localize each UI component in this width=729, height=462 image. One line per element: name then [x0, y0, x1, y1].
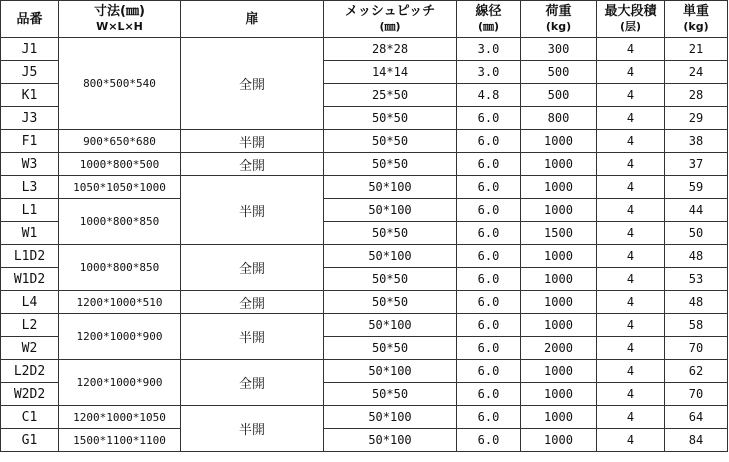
cell-wire: 6.0 [457, 429, 521, 452]
cell-mesh: 50*50 [324, 222, 457, 245]
cell-weight: 58 [665, 314, 728, 337]
cell-door: 半開 [181, 130, 324, 153]
table-row [1, 429, 728, 452]
cell-stack: 4 [597, 268, 665, 291]
cell-mesh: 50*100 [324, 314, 457, 337]
cell-wire: 4.8 [457, 84, 521, 107]
cell-dimensions: 1200*1000*1050 [59, 406, 181, 429]
cell-stack: 4 [597, 383, 665, 406]
cell-mesh: 50*100 [324, 176, 457, 199]
header-max-stack: 最大段積 (层) [597, 1, 665, 38]
table-row [1, 130, 728, 153]
cell-load: 1000 [521, 199, 597, 222]
cell-dimensions: 1000*800*850 [59, 199, 181, 245]
cell-mesh: 50*50 [324, 107, 457, 130]
cell-stack: 4 [597, 406, 665, 429]
cell-wire: 6.0 [457, 107, 521, 130]
cell-weight: 38 [665, 130, 728, 153]
cell-code: W2 [1, 337, 59, 360]
cell-weight: 21 [665, 38, 728, 61]
header-dimensions: 寸法(㎜) W×L×H [59, 1, 181, 38]
header-unit-weight: 単重 (kg) [665, 1, 728, 38]
cell-code: L2 [1, 314, 59, 337]
cell-weight: 59 [665, 176, 728, 199]
table-row [1, 360, 728, 383]
header-code: 品番 [1, 1, 59, 38]
cell-load: 1000 [521, 130, 597, 153]
cell-weight: 64 [665, 406, 728, 429]
cell-door: 全開 [181, 153, 324, 176]
cell-door: 全開 [181, 38, 324, 130]
cell-load: 800 [521, 107, 597, 130]
cell-stack: 4 [597, 314, 665, 337]
cell-dimensions: 1200*1000*900 [59, 360, 181, 406]
cell-load: 1000 [521, 245, 597, 268]
table-row [1, 199, 728, 222]
cell-door: 半開 [181, 314, 324, 360]
cell-door: 半開 [181, 176, 324, 245]
cell-weight: 44 [665, 199, 728, 222]
cell-weight: 48 [665, 245, 728, 268]
cell-load: 300 [521, 38, 597, 61]
cell-stack: 4 [597, 107, 665, 130]
header-wire-diameter: 線径 (㎜) [457, 1, 521, 38]
cell-code: W1 [1, 222, 59, 245]
cell-weight: 70 [665, 383, 728, 406]
cell-mesh: 50*50 [324, 130, 457, 153]
cell-weight: 29 [665, 107, 728, 130]
cell-stack: 4 [597, 291, 665, 314]
cell-code: L3 [1, 176, 59, 199]
cell-code: L1 [1, 199, 59, 222]
cell-wire: 3.0 [457, 38, 521, 61]
cell-mesh: 25*50 [324, 84, 457, 107]
table-row [1, 245, 728, 268]
cell-code: L2D2 [1, 360, 59, 383]
cell-weight: 24 [665, 61, 728, 84]
cell-weight: 70 [665, 337, 728, 360]
cell-door: 全開 [181, 291, 324, 314]
cell-load: 1000 [521, 429, 597, 452]
cell-stack: 4 [597, 360, 665, 383]
cell-code: W3 [1, 153, 59, 176]
cell-code: G1 [1, 429, 59, 452]
cell-mesh: 14*14 [324, 61, 457, 84]
cell-dimensions: 1200*1000*900 [59, 314, 181, 360]
cell-weight: 62 [665, 360, 728, 383]
cell-code: L1D2 [1, 245, 59, 268]
cell-stack: 4 [597, 84, 665, 107]
cell-stack: 4 [597, 176, 665, 199]
cell-dimensions: 900*650*680 [59, 130, 181, 153]
cell-wire: 6.0 [457, 268, 521, 291]
cell-stack: 4 [597, 337, 665, 360]
cell-mesh: 28*28 [324, 38, 457, 61]
cell-load: 500 [521, 61, 597, 84]
table-row [1, 153, 728, 176]
cell-stack: 4 [597, 130, 665, 153]
cell-wire: 3.0 [457, 61, 521, 84]
cell-mesh: 50*100 [324, 406, 457, 429]
cell-door: 全開 [181, 245, 324, 291]
cell-mesh: 50*50 [324, 268, 457, 291]
cell-weight: 50 [665, 222, 728, 245]
cell-load: 1000 [521, 268, 597, 291]
cell-mesh: 50*100 [324, 199, 457, 222]
cell-mesh: 50*50 [324, 153, 457, 176]
cell-mesh: 50*100 [324, 360, 457, 383]
cell-weight: 48 [665, 291, 728, 314]
cell-dimensions: 1000*800*500 [59, 153, 181, 176]
cell-stack: 4 [597, 153, 665, 176]
cell-code: W1D2 [1, 268, 59, 291]
cell-load: 500 [521, 84, 597, 107]
cell-wire: 6.0 [457, 176, 521, 199]
cell-code: F1 [1, 130, 59, 153]
cell-wire: 6.0 [457, 245, 521, 268]
cell-stack: 4 [597, 199, 665, 222]
cell-wire: 6.0 [457, 153, 521, 176]
cell-load: 1000 [521, 291, 597, 314]
cell-door: 全開 [181, 360, 324, 406]
cell-wire: 6.0 [457, 360, 521, 383]
cell-load: 1000 [521, 360, 597, 383]
cell-code: J3 [1, 107, 59, 130]
cell-wire: 6.0 [457, 406, 521, 429]
cell-code: W2D2 [1, 383, 59, 406]
table-row [1, 406, 728, 429]
cell-load: 1500 [521, 222, 597, 245]
cell-weight: 28 [665, 84, 728, 107]
cell-stack: 4 [597, 245, 665, 268]
cell-weight: 84 [665, 429, 728, 452]
cell-dimensions: 1200*1000*510 [59, 291, 181, 314]
cell-load: 1000 [521, 383, 597, 406]
cell-load: 1000 [521, 406, 597, 429]
cell-load: 1000 [521, 314, 597, 337]
cell-wire: 6.0 [457, 383, 521, 406]
cell-weight: 53 [665, 268, 728, 291]
cell-wire: 6.0 [457, 130, 521, 153]
table-row [1, 38, 728, 61]
cell-wire: 6.0 [457, 314, 521, 337]
cell-wire: 6.0 [457, 199, 521, 222]
cell-code: L4 [1, 291, 59, 314]
header-load: 荷重 (kg) [521, 1, 597, 38]
table-row [1, 314, 728, 337]
cell-door: 半開 [181, 406, 324, 452]
cell-load: 1000 [521, 153, 597, 176]
cell-stack: 4 [597, 61, 665, 84]
cell-dimensions: 800*500*540 [59, 38, 181, 130]
cell-mesh: 50*50 [324, 291, 457, 314]
header-mesh-pitch: メッシュピッチ (㎜) [324, 1, 457, 38]
cell-dimensions: 1000*800*850 [59, 245, 181, 291]
cell-wire: 6.0 [457, 222, 521, 245]
cell-code: J1 [1, 38, 59, 61]
cell-weight: 37 [665, 153, 728, 176]
cell-wire: 6.0 [457, 337, 521, 360]
header-row [1, 1, 728, 38]
cell-mesh: 50*50 [324, 383, 457, 406]
cell-load: 1000 [521, 176, 597, 199]
cell-stack: 4 [597, 222, 665, 245]
cell-stack: 4 [597, 429, 665, 452]
cell-dimensions: 1050*1050*1000 [59, 176, 181, 199]
cell-load: 2000 [521, 337, 597, 360]
table-row [1, 291, 728, 314]
cell-stack: 4 [597, 38, 665, 61]
cell-mesh: 50*50 [324, 337, 457, 360]
table-row [1, 176, 728, 199]
cell-code: J5 [1, 61, 59, 84]
header-door: 扉 [181, 1, 324, 38]
cell-dimensions: 1500*1100*1100 [59, 429, 181, 452]
cell-code: C1 [1, 406, 59, 429]
cell-wire: 6.0 [457, 291, 521, 314]
cell-mesh: 50*100 [324, 245, 457, 268]
cell-mesh: 50*100 [324, 429, 457, 452]
cell-code: K1 [1, 84, 59, 107]
